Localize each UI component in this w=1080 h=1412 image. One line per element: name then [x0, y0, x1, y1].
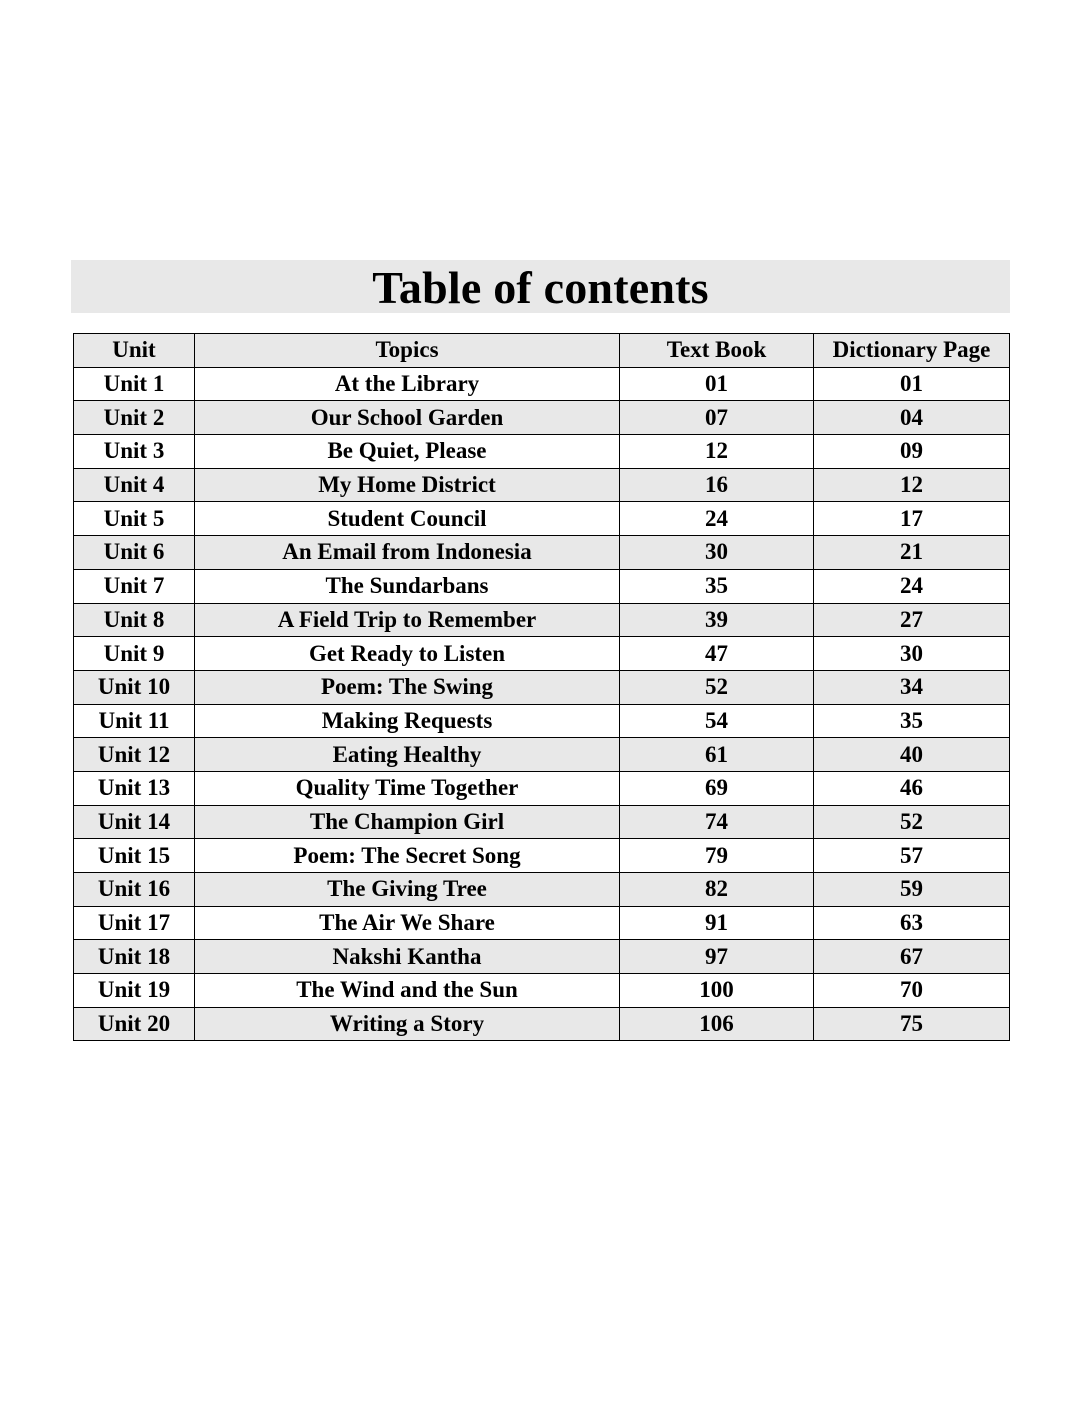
dictionary-cell: 59	[814, 873, 1010, 907]
dictionary-cell: 63	[814, 906, 1010, 940]
dictionary-cell: 52	[814, 805, 1010, 839]
topic-cell: Poem: The Secret Song	[195, 839, 620, 873]
topic-cell: Student Council	[195, 502, 620, 536]
table-row	[74, 536, 1010, 570]
table-row	[74, 771, 1010, 805]
unit-cell: Unit 5	[74, 502, 195, 536]
unit-cell: Unit 18	[74, 940, 195, 974]
text-book-cell: 07	[620, 401, 814, 435]
table-row	[74, 435, 1010, 469]
unit-cell: Unit 15	[74, 839, 195, 873]
table-row	[74, 906, 1010, 940]
dictionary-cell: 21	[814, 536, 1010, 570]
topic-cell: A Field Trip to Remember	[195, 603, 620, 637]
unit-cell: Unit 8	[74, 603, 195, 637]
table-row	[74, 839, 1010, 873]
topic-cell: At the Library	[195, 367, 620, 401]
topic-cell: Writing a Story	[195, 1007, 620, 1041]
unit-cell: Unit 11	[74, 704, 195, 738]
dictionary-cell: 17	[814, 502, 1010, 536]
dictionary-cell: 04	[814, 401, 1010, 435]
unit-cell: Unit 16	[74, 873, 195, 907]
unit-cell: Unit 7	[74, 569, 195, 603]
table-row	[74, 974, 1010, 1008]
unit-cell: Unit 13	[74, 771, 195, 805]
table-row	[74, 401, 1010, 435]
text-book-cell: 100	[620, 974, 814, 1008]
topic-cell: Poem: The Swing	[195, 670, 620, 704]
table-row	[74, 805, 1010, 839]
page-title: Table of contents	[372, 262, 709, 313]
unit-cell: Unit 3	[74, 435, 195, 469]
table-row	[74, 603, 1010, 637]
topic-cell: Making Requests	[195, 704, 620, 738]
text-book-cell: 54	[620, 704, 814, 738]
unit-cell: Unit 6	[74, 536, 195, 570]
table-row	[74, 1007, 1010, 1041]
topic-cell: Quality Time Together	[195, 771, 620, 805]
table-row	[74, 670, 1010, 704]
table-row	[74, 468, 1010, 502]
text-book-cell: 74	[620, 805, 814, 839]
text-book-cell: 30	[620, 536, 814, 570]
topic-cell: Get Ready to Listen	[195, 637, 620, 671]
table-header-row	[74, 334, 1010, 368]
dictionary-cell: 67	[814, 940, 1010, 974]
text-book-cell: 61	[620, 738, 814, 772]
topic-cell: Be Quiet, Please	[195, 435, 620, 469]
unit-cell: Unit 1	[74, 367, 195, 401]
topic-cell: The Wind and the Sun	[195, 974, 620, 1008]
header-dictionary-page: Dictionary Page	[814, 334, 1010, 368]
dictionary-cell: 24	[814, 569, 1010, 603]
text-book-cell: 47	[620, 637, 814, 671]
dictionary-cell: 09	[814, 435, 1010, 469]
text-book-cell: 97	[620, 940, 814, 974]
unit-cell: Unit 10	[74, 670, 195, 704]
topic-cell: Eating Healthy	[195, 738, 620, 772]
table-row	[74, 704, 1010, 738]
topic-cell: Nakshi Kantha	[195, 940, 620, 974]
text-book-cell: 69	[620, 771, 814, 805]
unit-cell: Unit 2	[74, 401, 195, 435]
table-row	[74, 367, 1010, 401]
dictionary-cell: 12	[814, 468, 1010, 502]
topic-cell: Our School Garden	[195, 401, 620, 435]
text-book-cell: 01	[620, 367, 814, 401]
topic-cell: An Email from Indonesia	[195, 536, 620, 570]
table-row	[74, 502, 1010, 536]
dictionary-cell: 30	[814, 637, 1010, 671]
dictionary-cell: 75	[814, 1007, 1010, 1041]
topic-cell: The Giving Tree	[195, 873, 620, 907]
unit-cell: Unit 19	[74, 974, 195, 1008]
unit-cell: Unit 4	[74, 468, 195, 502]
unit-cell: Unit 17	[74, 906, 195, 940]
text-book-cell: 12	[620, 435, 814, 469]
unit-cell: Unit 12	[74, 738, 195, 772]
unit-cell: Unit 14	[74, 805, 195, 839]
topic-cell: The Sundarbans	[195, 569, 620, 603]
dictionary-cell: 35	[814, 704, 1010, 738]
table-row	[74, 637, 1010, 671]
dictionary-cell: 70	[814, 974, 1010, 1008]
header-text-book: Text Book	[620, 334, 814, 368]
header-topics: Topics	[195, 334, 620, 368]
table-row	[74, 738, 1010, 772]
dictionary-cell: 40	[814, 738, 1010, 772]
text-book-cell: 82	[620, 873, 814, 907]
title-banner	[71, 260, 1010, 313]
dictionary-cell: 57	[814, 839, 1010, 873]
topic-cell: The Air We Share	[195, 906, 620, 940]
text-book-cell: 52	[620, 670, 814, 704]
text-book-cell: 106	[620, 1007, 814, 1041]
text-book-cell: 35	[620, 569, 814, 603]
topic-cell: The Champion Girl	[195, 805, 620, 839]
topic-cell: My Home District	[195, 468, 620, 502]
text-book-cell: 16	[620, 468, 814, 502]
text-book-cell: 24	[620, 502, 814, 536]
contents-table	[73, 333, 1010, 1041]
text-book-cell: 91	[620, 906, 814, 940]
table-row	[74, 873, 1010, 907]
dictionary-cell: 27	[814, 603, 1010, 637]
dictionary-cell: 34	[814, 670, 1010, 704]
unit-cell: Unit 9	[74, 637, 195, 671]
table-row	[74, 940, 1010, 974]
header-unit: Unit	[74, 334, 195, 368]
unit-cell: Unit 20	[74, 1007, 195, 1041]
text-book-cell: 39	[620, 603, 814, 637]
dictionary-cell: 01	[814, 367, 1010, 401]
table-row	[74, 569, 1010, 603]
text-book-cell: 79	[620, 839, 814, 873]
dictionary-cell: 46	[814, 771, 1010, 805]
